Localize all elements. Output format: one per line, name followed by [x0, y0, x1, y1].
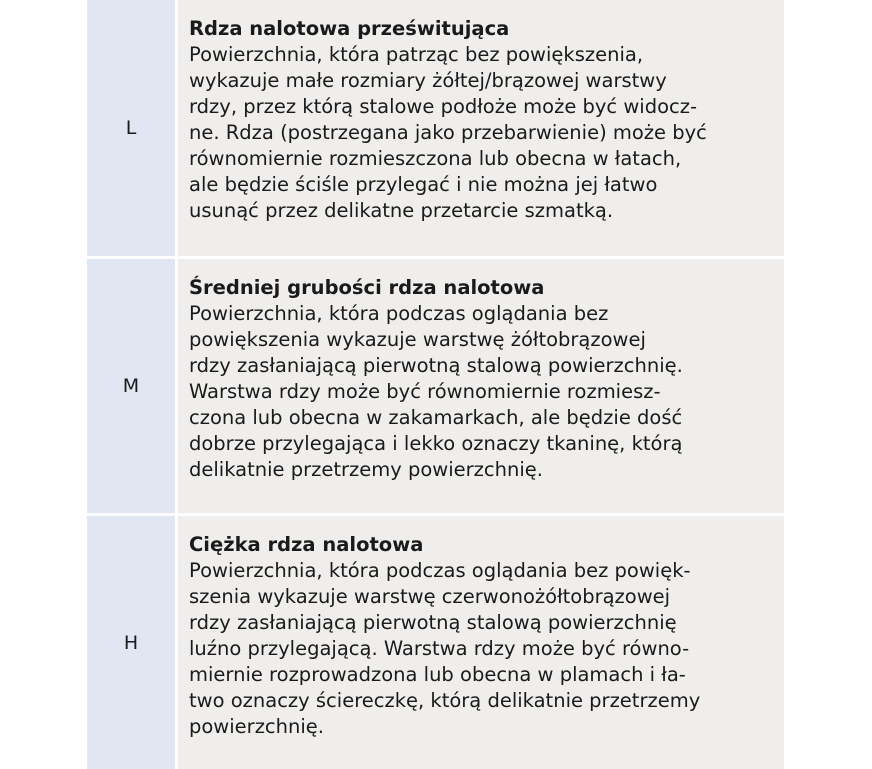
description-line: rdzy, przez którą stalowe podłoże może być widocz- [189, 95, 698, 118]
description-line: ale będzie ściśle przylegać i nie można jej łatwo [189, 173, 658, 196]
description-line: rdzy zasłaniającą pierwotną stalową powierzchnię. [189, 354, 683, 377]
description-cell [178, 516, 784, 769]
description-title: Ciężka rdza nalotowa [189, 533, 424, 556]
grade-cell: H [87, 516, 178, 769]
description-line: rdzy zasłaniającą pierwotną stalową powierzchnię [189, 611, 677, 634]
description-line: czona lub obecna w zakamarkach, ale będzie dość [189, 406, 683, 429]
description-line: powierzchnię. [189, 715, 324, 738]
description-line: ne. Rdza (postrzegana jako przebarwienie) może być [189, 121, 707, 144]
description-title: Rdza nalotowa prześwitująca [189, 17, 510, 40]
description-line: usunąć przez delikatne przetarcie szmatką. [189, 199, 614, 222]
description-line: Powierzchnia, która podczas oglądania bez powięk- [189, 559, 691, 582]
description-cell [178, 259, 784, 513]
flash-rust-grade-table [87, 0, 784, 769]
table-row-l [87, 0, 784, 256]
description-line: Warstwa rdzy może być równomiernie rozmiesz- [189, 380, 661, 403]
description-line: Powierzchnia, która patrząc bez powiększenia, [189, 43, 644, 66]
description-line: Powierzchnia, która podczas oglądania bez [189, 302, 609, 325]
description-title: Średniej grubości rdza nalotowa [189, 276, 545, 299]
description-line: wykazuje małe rozmiary żółtej/brązowej warstwy [189, 69, 667, 92]
description-cell [178, 0, 784, 256]
grade-cell: L [87, 0, 178, 256]
grade-cell: M [87, 259, 178, 513]
description-line: powiększenia wykazuje warstwę żółtobrązowej [189, 328, 646, 351]
description-line: two oznaczy ściereczkę, którą delikatnie przetrzemy [189, 689, 701, 712]
description-line: dobrze przylegająca i lekko oznaczy tkaninę, którą [189, 432, 683, 455]
description-line: luźno przylegającą. Warstwa rdzy może być równo- [189, 637, 690, 660]
description-line: delikatnie przetrzemy powierzchnię. [189, 458, 543, 481]
table-row-m [87, 259, 784, 513]
description-line: szenia wykazuje warstwę czerwonożółtobrązowej [189, 585, 671, 608]
description-line: miernie rozprowadzona lub obecna w plamach i ła- [189, 663, 686, 686]
description-line: równomiernie rozmieszczona lub obecna w łatach, [189, 147, 682, 170]
table-row-h [87, 516, 784, 769]
